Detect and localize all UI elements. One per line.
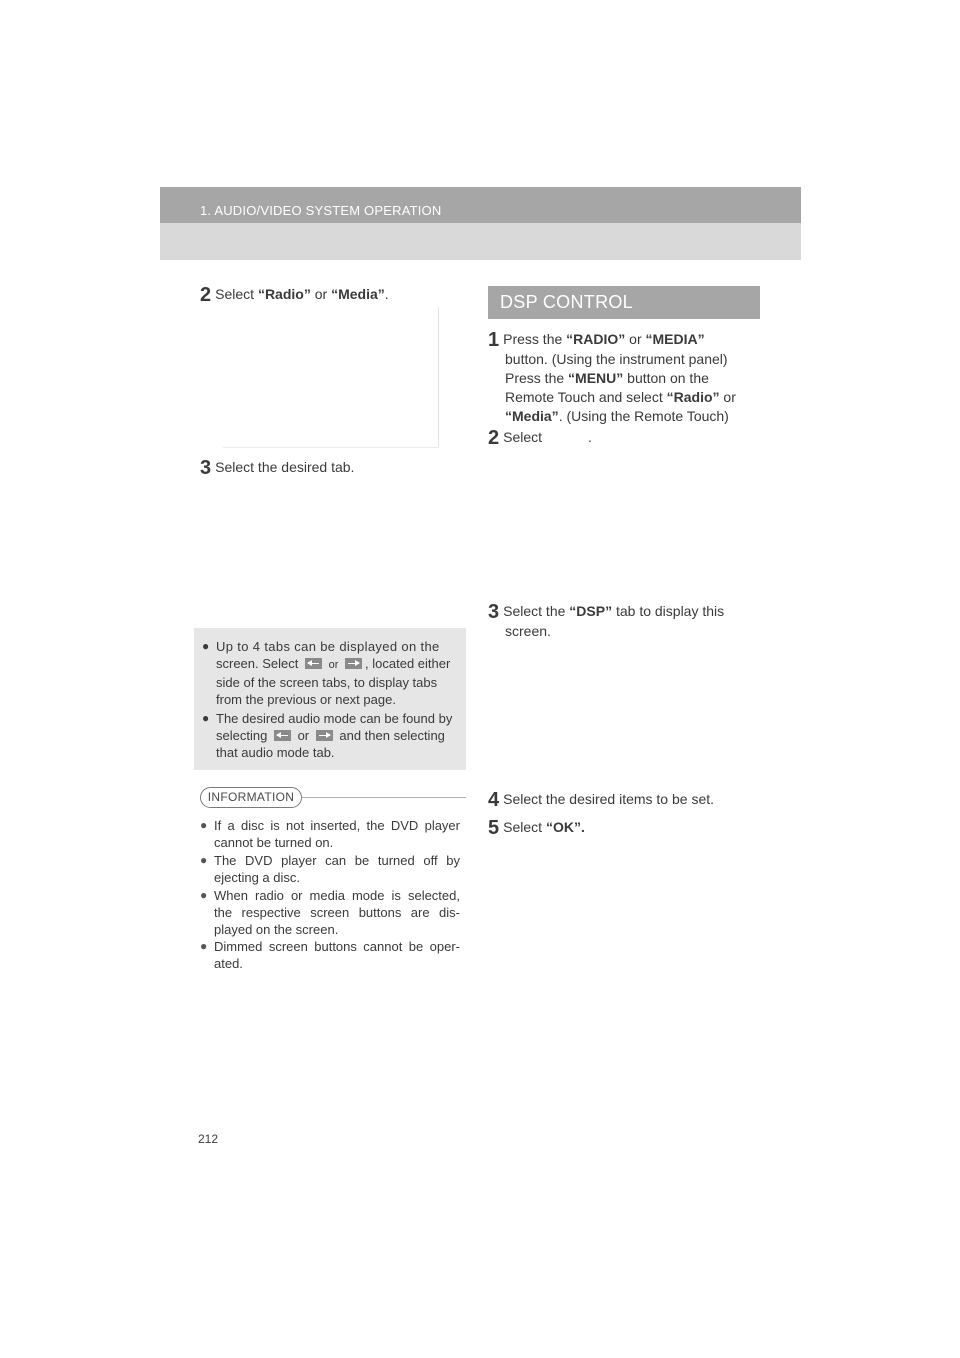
dsp-step-1: 1 Press the “RADIO” or “MEDIA” button. (Using the instrument panel) Press the “MENU” button on the Remote Touch and select “Radio” or “Media”. (Using the Remote Touch) [488, 329, 736, 424]
bullet-icon: ● [202, 711, 210, 725]
section-heading-bar [488, 286, 760, 319]
bullet-icon: ● [200, 818, 208, 832]
page-number: 212 [198, 1132, 219, 1146]
info-item: ● Dimmed screen buttons cannot be oper- ated. [200, 939, 460, 971]
header-title: 1. AUDIO/VIDEO SYSTEM OPERATION [200, 203, 442, 218]
radio-term: “Radio” [257, 286, 311, 302]
information-label: INFORMATION [200, 787, 302, 808]
section-title: DSP CONTROL [500, 292, 633, 312]
media-term: “Media” [331, 286, 385, 302]
running-header [160, 187, 801, 260]
tab-right-arrow-icon [316, 730, 333, 741]
dsp-step-2: 2 Select . [488, 427, 592, 449]
tab-left-arrow-icon [305, 658, 322, 669]
info-item: ● The DVD player can be turned off by ejecting a disc. [200, 853, 460, 885]
step-number: 3 [200, 457, 212, 479]
bullet-icon: ● [200, 939, 208, 953]
bullet-icon: ● [200, 888, 208, 902]
information-divider [302, 797, 466, 798]
screenshot-frame [223, 307, 439, 448]
tab-left-arrow-icon [274, 730, 291, 741]
note-box [194, 628, 466, 770]
dsp-step-5: 5 Select “OK”. [488, 817, 585, 839]
note-item-tabs: ● Up to 4 tabs can be displayed on the screen. Select or , located either side of the screen tabs, to display tabs from the previous or next page. [202, 639, 451, 707]
step-number: 2 [200, 284, 212, 306]
step-number: 2 [488, 427, 500, 449]
dsp-step-4: 4 Select the desired items to be set. [488, 789, 715, 811]
step-number: 3 [488, 601, 500, 623]
note-item-audio-mode: ● The desired audio mode can be found by selecting or and then selecting that audio mode tab. [202, 711, 453, 760]
bullet-icon: ● [200, 853, 208, 867]
info-item: ● If a disc is not inserted, the DVD player cannot be turned on. [200, 818, 460, 850]
dsp-step-3: 3 Select the “DSP” tab to display this screen. [488, 601, 725, 639]
step-2-select-radio-media: 2 Select “Radio” or “Media”. [200, 284, 389, 306]
step-number: 1 [488, 329, 500, 351]
step-3-select-tab: 3 Select the desired tab. [200, 457, 355, 479]
step-number: 5 [488, 817, 500, 839]
tab-right-arrow-icon [345, 658, 362, 669]
step-number: 4 [488, 789, 500, 811]
info-item: ● When radio or media mode is selected, the respective screen buttons are dis- played on the screen. [200, 888, 460, 937]
bullet-icon: ● [202, 639, 210, 653]
